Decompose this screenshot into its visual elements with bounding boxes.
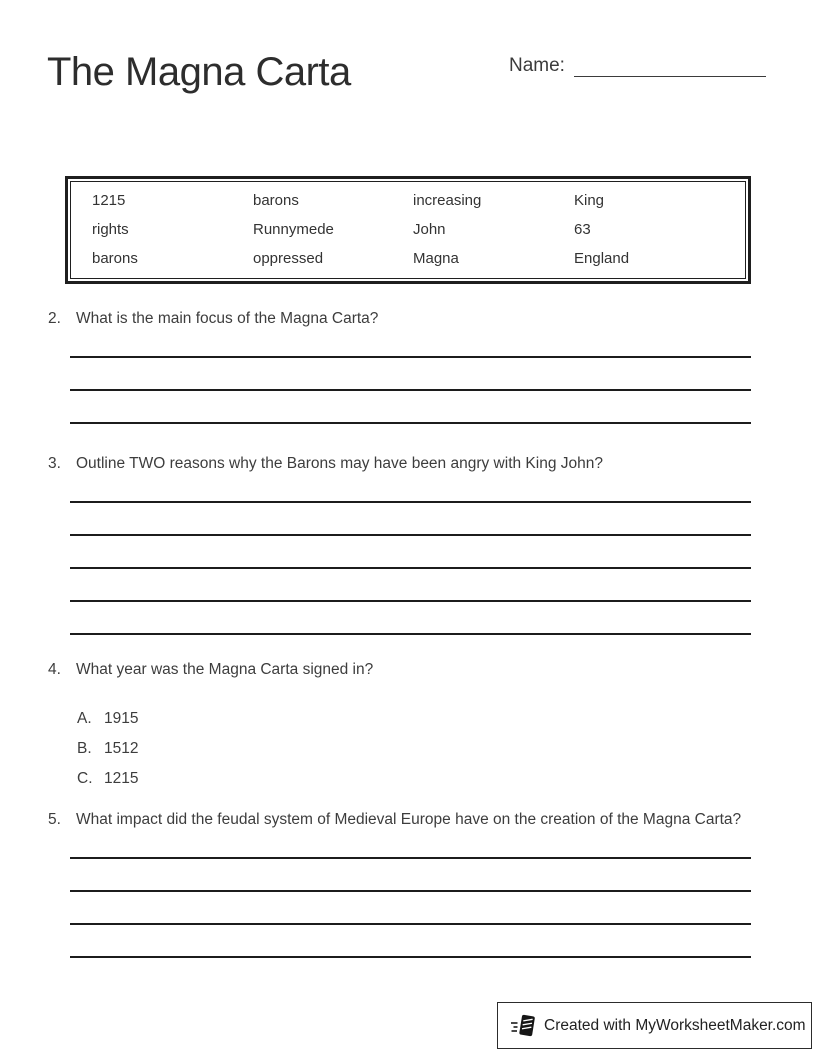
word-bank-word: England [574, 250, 630, 267]
question-4 [48, 659, 751, 794]
answer-options [77, 704, 751, 794]
name-label: Name: [509, 55, 565, 76]
answer-line [70, 534, 751, 536]
option-text: 1915 [104, 710, 139, 727]
word-bank-word: barons [253, 192, 299, 209]
answer-lines [70, 356, 751, 424]
answer-option-c [77, 764, 751, 794]
answer-option-b [77, 734, 751, 764]
word-bank-word: Magna [413, 250, 459, 267]
question-2 [48, 308, 751, 424]
answer-line [70, 956, 751, 958]
word-bank-word: Runnymede [253, 221, 334, 238]
answer-line [70, 501, 751, 503]
worksheet-maker-logo-icon [510, 1012, 536, 1040]
answer-lines [70, 501, 751, 635]
footer-credit-text: Created with MyWorksheetMaker.com [544, 1016, 806, 1034]
option-text: 1512 [104, 740, 139, 757]
question-text-row [48, 659, 751, 680]
word-bank-word: 63 [574, 221, 591, 238]
page-title: The Magna Carta [47, 50, 351, 94]
word-bank-row [92, 244, 745, 273]
option-letter: B. [77, 740, 92, 757]
question-text-row [48, 308, 751, 329]
word-bank-word: increasing [413, 192, 482, 209]
answer-line [70, 389, 751, 391]
option-text: 1215 [104, 770, 139, 787]
word-bank-word: barons [92, 250, 138, 267]
question-text: What year was the Magna Carta signed in? [76, 661, 374, 678]
word-bank-word: John [413, 221, 446, 238]
word-bank-row [92, 215, 745, 244]
question-5 [48, 809, 751, 958]
word-bank-word: rights [92, 221, 129, 238]
question-number: 5. [48, 811, 61, 828]
question-number: 2. [48, 310, 61, 327]
answer-line [70, 633, 751, 635]
word-bank-word: King [574, 192, 605, 209]
question-text-row [48, 453, 751, 474]
question-number: 3. [48, 455, 61, 472]
word-bank-word: 1215 [92, 192, 126, 209]
answer-option-a [77, 704, 751, 734]
question-number: 4. [48, 661, 61, 678]
word-bank-grid [70, 181, 746, 279]
answer-line [70, 857, 751, 859]
answer-line [70, 890, 751, 892]
answer-line [70, 567, 751, 569]
word-bank-word: oppressed [253, 250, 324, 267]
question-text: What impact did the feudal system of Medieval Europe have on the creation of the Magna Carta? [76, 811, 742, 828]
question-text: What is the main focus of the Magna Carta? [76, 310, 379, 327]
option-letter: A. [77, 710, 92, 727]
name-blank-line [574, 51, 766, 77]
answer-line [70, 923, 751, 925]
question-3 [48, 453, 751, 635]
footer-credit-box [497, 1002, 812, 1049]
answer-lines [70, 857, 751, 958]
question-text: Outline TWO reasons why the Barons may have been angry with King John? [76, 455, 603, 472]
answer-line [70, 600, 751, 602]
answer-line [70, 356, 751, 358]
word-bank-box [65, 176, 751, 284]
question-text-row [48, 809, 751, 830]
option-letter: C. [77, 770, 93, 787]
word-bank-row [92, 186, 745, 215]
answer-line [70, 422, 751, 424]
name-field [509, 51, 766, 77]
